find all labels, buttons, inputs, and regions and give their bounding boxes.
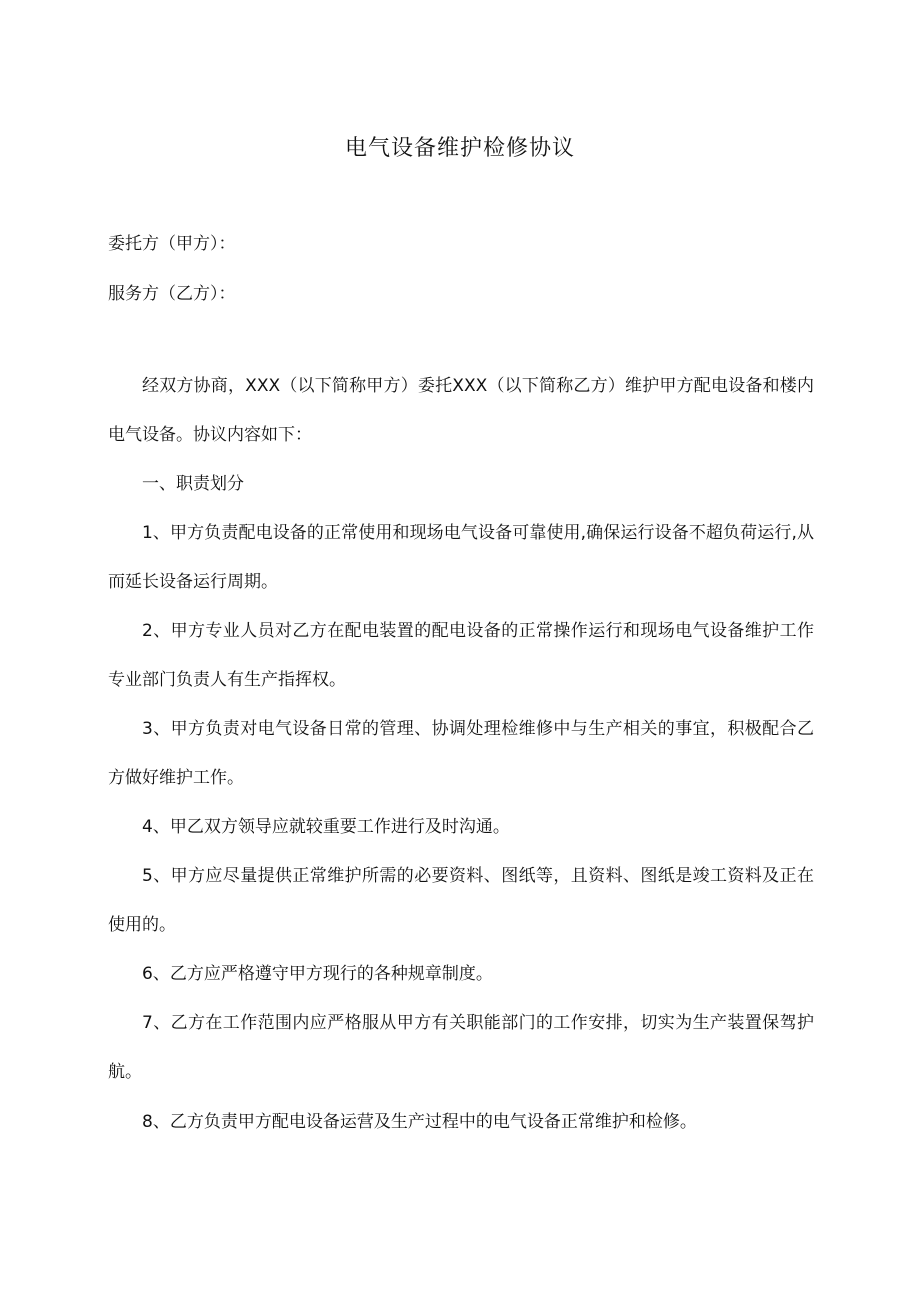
- document-title: 电气设备维护检修协议: [344, 136, 575, 161]
- party-b-label: 服务方（乙方）：: [108, 284, 236, 304]
- clause-6: 6、乙方应严格遵守甲方现行的各种规章制度。: [142, 964, 493, 984]
- clause-8: 8、乙方负责甲方配电设备运营及生产过程中的电气设备正常维护和检修。: [142, 1112, 697, 1132]
- clause-1: 1、甲方负责配电设备的正常使用和现场电气设备可靠使用,确保运行设备不超负荷运行,从而延长设备运行周期。: [108, 523, 814, 592]
- clause-3: 3、甲方负责对电气设备日常的管理、协调处理检维修中与生产相关的事宜，积极配合乙方做好维护工作。: [108, 719, 814, 788]
- party-a-label: 委托方（甲方）：: [108, 234, 236, 254]
- clause-5: 5、甲方应尽量提供正常维护所需的必要资料、图纸等，且资料、图纸是竣工资料及正在使用的。: [108, 866, 814, 935]
- section-heading: 一、职责划分: [142, 474, 244, 494]
- clause-2: 2、甲方专业人员对乙方在配电装置的配电设备的正常操作运行和现场电气设备维护工作专业部门负责人有生产指挥权。: [108, 621, 814, 690]
- document-body: [108, 362, 814, 1171]
- intro-paragraph: 经双方协商，XXX（以下简称甲方）委托XXX（以下简称乙方）维护甲方配电设备和楼内电气设备。协议内容如下：: [108, 376, 814, 445]
- clause-4: 4、甲乙双方领导应就较重要工作进行及时沟通。: [142, 817, 510, 837]
- clause-7: 7、乙方在工作范围内应严格服从甲方有关职能部门的工作安排，切实为生产装置保驾护航。: [108, 1013, 814, 1082]
